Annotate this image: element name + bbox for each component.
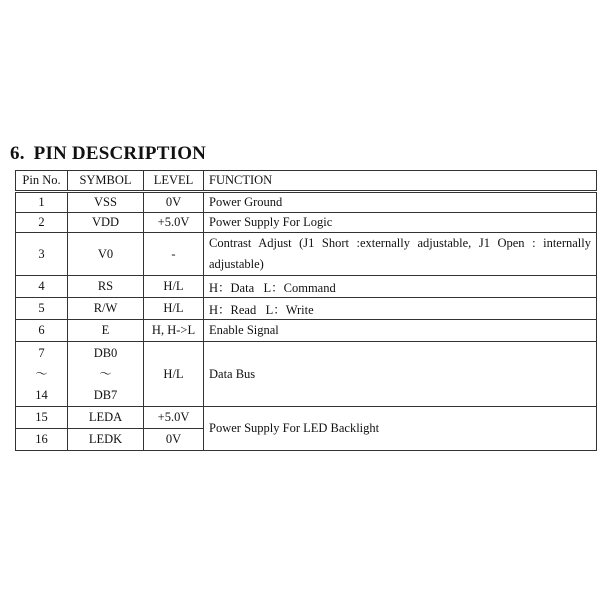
cell-symbol: RS [68, 276, 144, 298]
cell-symbol: R/W [68, 298, 144, 320]
pin-range-separator: ～ [35, 366, 48, 381]
cell-pin-range [16, 342, 68, 407]
table-row [16, 320, 597, 342]
header-level: LEVEL [144, 171, 204, 192]
cell-function: H：Read L：Write [204, 298, 597, 320]
cell-function: H：Data L：Command [204, 276, 597, 298]
cell-function: Contrast Adjust (J1 Short :externally adjustable, J1 Open : internally adjustable) [204, 233, 597, 276]
cell-function: Power Supply For Logic [204, 213, 597, 233]
header-function: FUNCTION [204, 171, 597, 192]
cell-level: +5.0V [144, 407, 204, 429]
cell-function: Power Supply For LED Backlight [204, 407, 597, 451]
cell-pin: 1 [16, 192, 68, 213]
section-title: PIN DESCRIPTION [33, 143, 207, 164]
table-header-row [16, 171, 597, 192]
table-row [16, 276, 597, 298]
table-row [16, 192, 597, 213]
header-pin-no: Pin No. [16, 171, 68, 192]
cell-pin: 4 [16, 276, 68, 298]
header-symbol: SYMBOL [68, 171, 144, 192]
cell-symbol: LEDA [68, 407, 144, 429]
pin-range-end: 14 [35, 387, 48, 402]
cell-level: H, H->L [144, 320, 204, 342]
cell-function: Data Bus [204, 342, 597, 407]
cell-pin: 2 [16, 213, 68, 233]
cell-symbol-range [68, 342, 144, 407]
cell-level: 0V [144, 192, 204, 213]
cell-symbol: VDD [68, 213, 144, 233]
cell-pin: 16 [16, 429, 68, 451]
symbol-range-separator: ～ [99, 366, 112, 381]
cell-symbol: E [68, 320, 144, 342]
cell-symbol: V0 [68, 233, 144, 276]
section-number: 6. [10, 143, 25, 164]
cell-pin: 3 [16, 233, 68, 276]
section-heading [10, 143, 206, 165]
cell-level: H/L [144, 298, 204, 320]
cell-pin: 5 [16, 298, 68, 320]
cell-function: Power Ground [204, 192, 597, 213]
pin-range-start: 7 [38, 345, 45, 360]
table-row [16, 407, 597, 429]
table-row [16, 298, 597, 320]
table-row [16, 213, 597, 233]
cell-pin: 6 [16, 320, 68, 342]
cell-symbol: VSS [68, 192, 144, 213]
cell-level: 0V [144, 429, 204, 451]
cell-level: H/L [144, 342, 204, 407]
cell-pin: 15 [16, 407, 68, 429]
table-row [16, 233, 597, 276]
table-row-databus [16, 342, 597, 407]
symbol-range-end: DB7 [93, 387, 118, 402]
cell-level: +5.0V [144, 213, 204, 233]
cell-function: Enable Signal [204, 320, 597, 342]
cell-symbol: LEDK [68, 429, 144, 451]
cell-level: H/L [144, 276, 204, 298]
pin-description-table [15, 170, 597, 451]
symbol-range-start: DB0 [93, 345, 118, 360]
cell-level: - [144, 233, 204, 276]
